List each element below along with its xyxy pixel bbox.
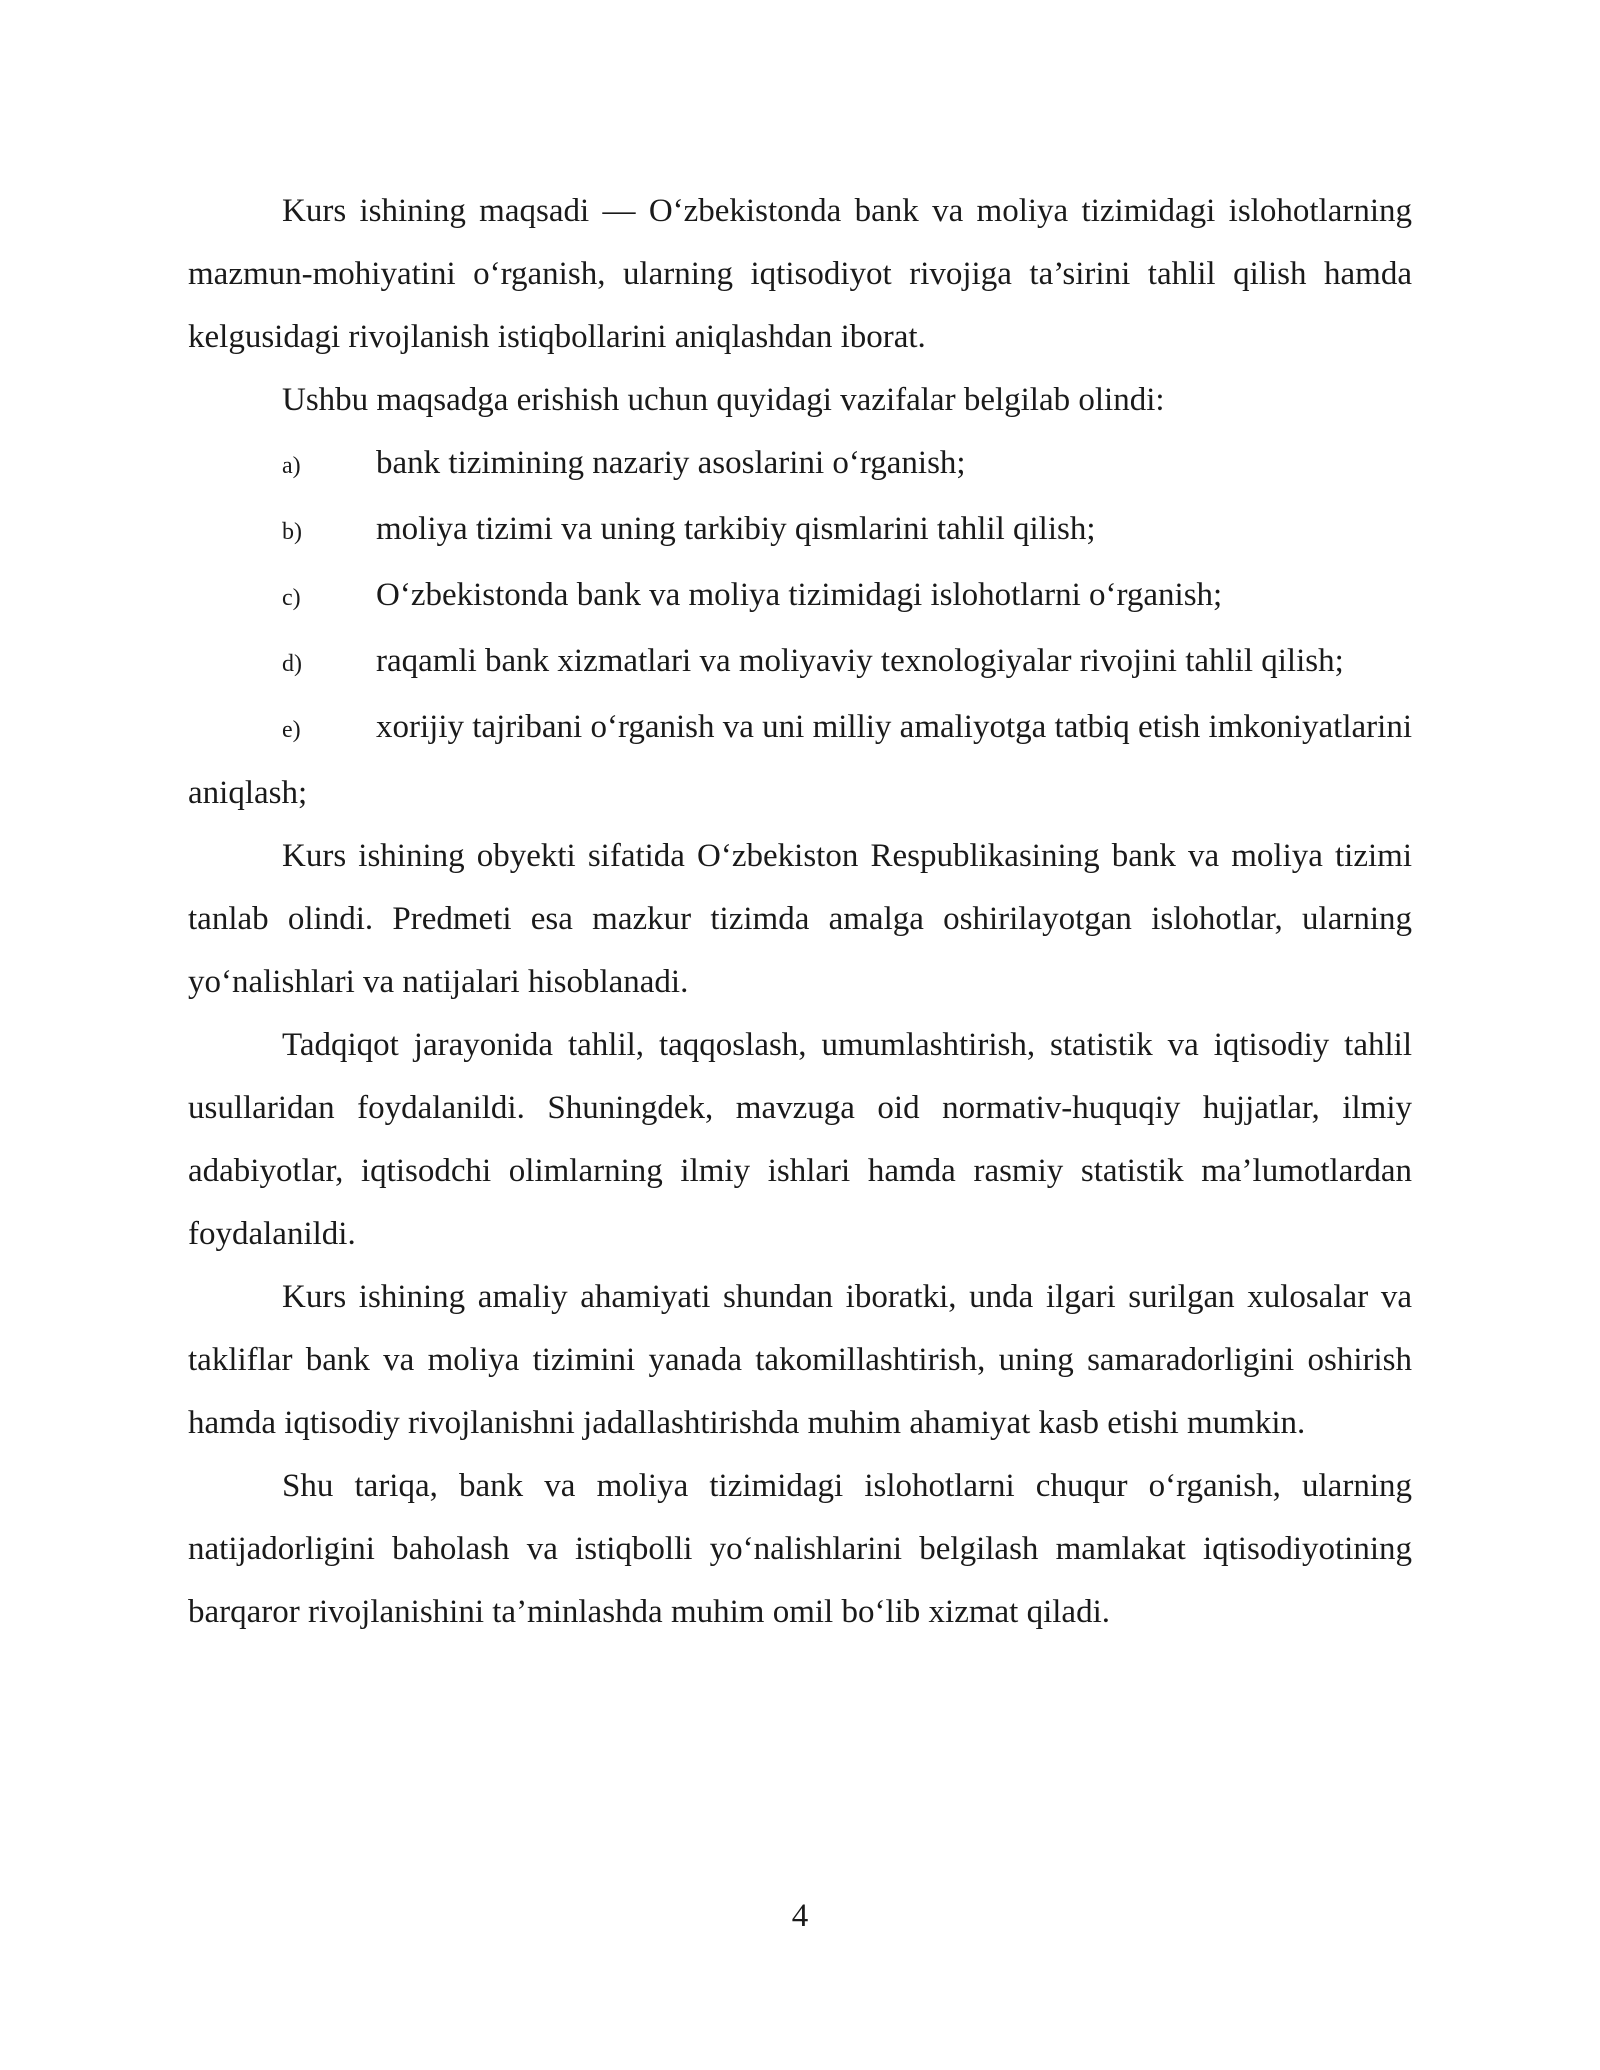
list-item-e — [188, 696, 1412, 825]
paragraph-object-subject: Kurs ishining obyekti sifatida O‘zbekiston Respublikasining bank va moliya tizimi tanlab olindi. Predmeti esa mazkur tizimda amalga oshirilayotgan islohotlar, ularning yo‘nalishlari va natijalari hisoblanadi. — [188, 838, 1412, 1000]
paragraph-purpose: Kurs ishining maqsadi — O‘zbekistonda bank va moliya tizimidagi islohotlarning mazmun-mohiyatini o‘rganish, ularning iqtisodiyot rivojiga ta’sirini tahlil qilish hamda kelgusidagi rivojlanish istiqbollarini aniqlashdan iborat. — [188, 193, 1412, 355]
paragraph-methods: Tadqiqot jarayonida tahlil, taqqoslash, umumlashtirish, statistik va iqtisodiy tahlil usullaridan foydalanildi. Shuningdek, mavzuga oid normativ-huquqiy hujjatlar, ilmiy adabiyotlar, iqtisodchi olimlarning ilmiy ishlari hamda rasmiy statistik ma’lumotlardan foydalanildi. — [188, 1027, 1412, 1252]
list-marker: b) — [282, 519, 302, 545]
paragraph-tasks-intro: Ushbu maqsadga erishish uchun quyidagi vazifalar belgilab olindi: — [282, 382, 1165, 418]
paragraph-conclusion: Shu tariqa, bank va moliya tizimidagi islohotlarni chuqur o‘rganish, ularning natijadorligini baholash va istiqbolli yo‘nalishlarini belgilash mamlakat iqtisodiyotining barqaror rivojlanishini ta’minlashda muhim omil bo‘lib xizmat qiladi. — [188, 1468, 1412, 1630]
list-item-d — [188, 630, 1412, 696]
list-marker: d) — [282, 651, 302, 677]
list-item-text: raqamli bank xizmatlari va moliyaviy texnologiyalar rivojini tahlil qilish; — [376, 643, 1344, 679]
page-number: 4 — [791, 1898, 809, 1934]
list-marker: e) — [282, 717, 301, 743]
list-item-a — [188, 432, 1412, 498]
list-marker: a) — [282, 453, 301, 479]
list-item-text: xorijiy tajribani o‘rganish va uni milliy amaliyotga tatbiq etish imkoniyatlarini aniqlash; — [188, 709, 1412, 811]
paragraph-practical-value: Kurs ishining amaliy ahamiyati shundan iboratki, unda ilgari surilgan xulosalar va takliflar bank va moliya tizimini yanada takomillashtirish, uning samaradorligini oshirish hamda iqtisodiy rivojlanishni jadallashtirishda muhim ahamiyat kasb etishi mumkin. — [188, 1279, 1412, 1441]
list-item-text: moliya tizimi va uning tarkibiy qismlarini tahlil qilish; — [376, 511, 1096, 547]
list-item-text: O‘zbekistonda bank va moliya tizimidagi islohotlarni o‘rganish; — [376, 577, 1223, 613]
list-item-text: bank tizimining nazariy asoslarini o‘rganish; — [376, 445, 966, 481]
list-marker: c) — [282, 585, 301, 611]
list-item-c — [188, 564, 1412, 630]
list-item-b — [188, 498, 1412, 564]
document-page-body — [188, 180, 1412, 1644]
